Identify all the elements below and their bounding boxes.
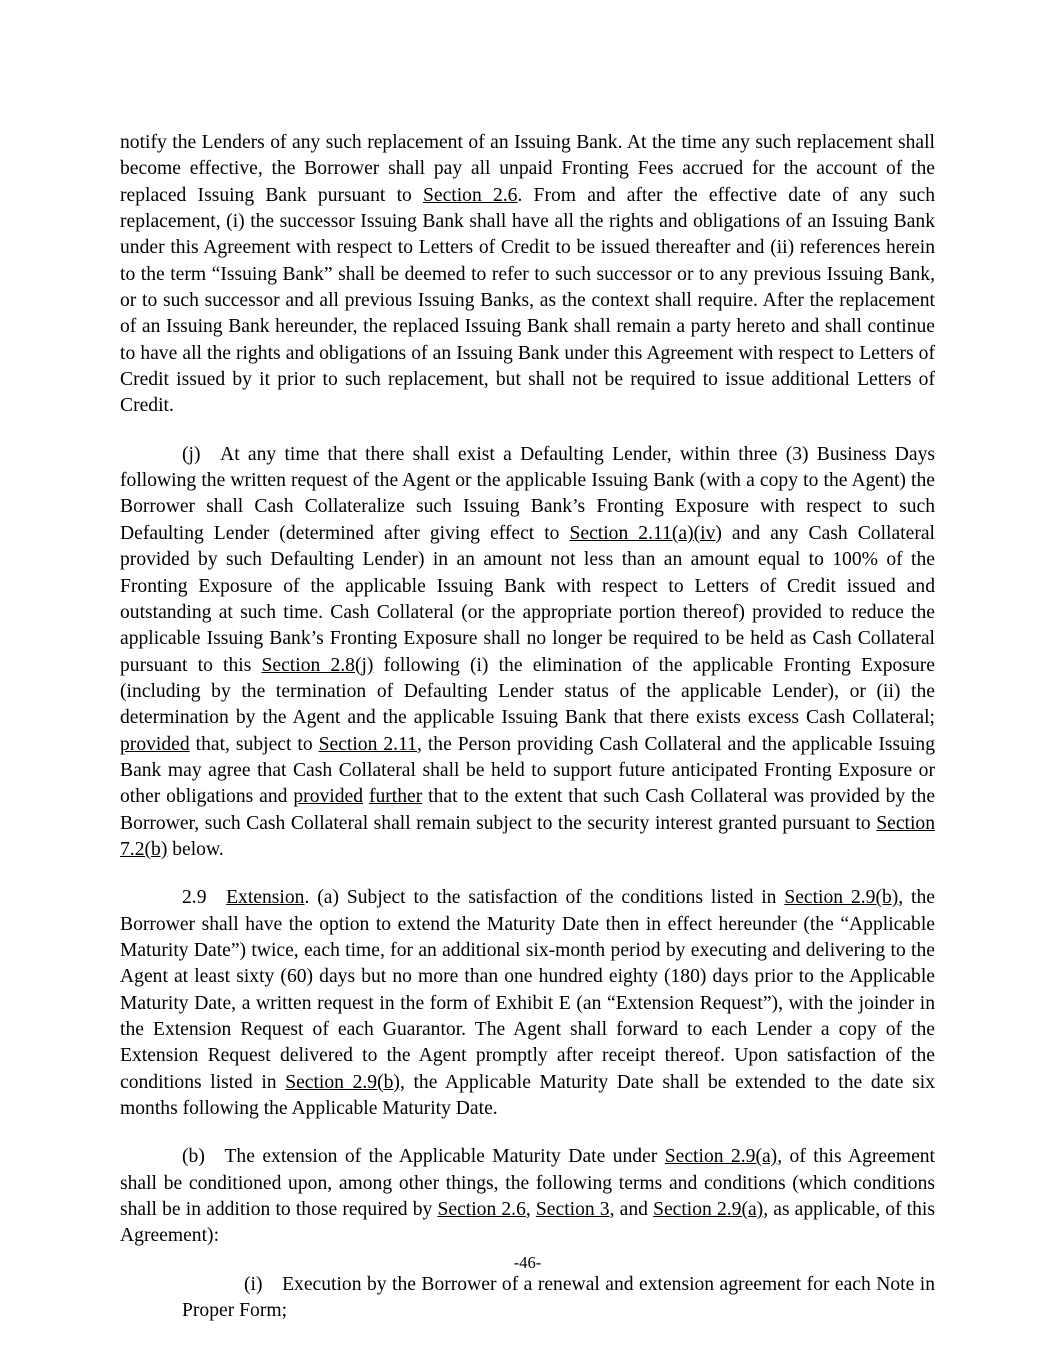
section-reference: Section 2.9(a) xyxy=(653,1199,764,1221)
text-run: that to the extent that such Cash Collateral was provided by the Borrower, such Cash Collateral shall remain subject to the security interest granted pursuant to xyxy=(120,786,936,834)
para-b-extension-conditions xyxy=(120,1144,935,1249)
text-run: below. xyxy=(167,838,224,860)
text-run: that, subject to xyxy=(189,733,319,755)
document-body xyxy=(120,130,935,1324)
text-run: , the Borrower shall have the option to extend the Maturity Date then in effect hereunder (the “Applicable Maturity Date”) twice, each time, for an additional six-month period by executing and delivering to the Agent at least sixty (60) days but no more than one hundred eighty (180) days prior to the Applicable Maturity Date, a written request in the form of Exhibit E (an “Extension Request”), with the joinder in the Extension Request of each Guarantor. The Agent shall forward to each Lender a copy of the Extension Request delivered to the Agent promptly after receipt thereof. Upon satisfaction of the conditions listed in xyxy=(120,887,935,1093)
section-reference: Section 7.2(b) xyxy=(120,812,935,860)
text-run: (j) At any time that there shall exist a Defaulting Lender, within three (3) Business Days following the written request of the Agent or the applicable Issuing Bank (with a copy to the Agent) the Borrower shall Cash Collateralize such Issuing Bank’s Fronting Exposure with respect to such Defaulting Lender (determined after giving effect to xyxy=(120,443,935,544)
text-run: . From and after the effective date of any such replacement, (i) the successor Issuing Bank shall have all the rights and obligations of an Issuing Bank under this Agreement with respect to Letters of Credit to be issued thereafter and (ii) references herein to the term “Issuing Bank” shall be deemed to refer to such successor or to any previous Issuing Bank, or to such successor and all previous Issuing Banks, as the context shall require. After the replacement of an Issuing Bank hereunder, the replaced Issuing Bank shall remain a party hereto and shall continue to have all the rights and obligations of an Issuing Bank under this Agreement with respect to Letters of Credit issued by it prior to such replacement, but shall not be required to issue additional Letters of Credit. xyxy=(120,184,935,417)
section-reference: Section 3 xyxy=(535,1199,610,1221)
section-reference: Extension xyxy=(226,887,305,909)
text-run: , of this Agreement shall be conditioned upon, among other things, the following terms and conditions (which conditions shall be in addition to those required by xyxy=(120,1146,936,1221)
section-reference: provided xyxy=(293,786,364,808)
text-run: and any Cash Collateral provided by such Defaulting Lender) in an amount not less than an amount equal to 100% of the Fronting Exposure of the applicable Issuing Bank with respect to Letters of Credit issued and outstanding at such time. Cash Collateral (or the appropriate portion thereof) provided to reduce the applicable Issuing Bank’s Fronting Exposure shall no longer be required to be held as Cash Collateral pursuant to this xyxy=(120,522,935,676)
text-run: following (i) the elimination of the applicable Fronting Exposure (including by the termination of Defaulting Lender status of the applicable Lender), or (ii) the determination by the Agent and the applicable Issuing Bank that there exists excess Cash Collateral; xyxy=(120,654,935,729)
section-reference: Section 2.6 xyxy=(437,1199,526,1221)
para-j-defaulting-lender xyxy=(120,442,935,864)
section-reference: Section 2.9(b) xyxy=(784,887,899,909)
text-run: notify the Lenders of any such replacement of an Issuing Bank. At the time any such replacement shall become effective, the Borrower shall pay all unpaid Fronting Fees accrued for the account of the replaced Issuing Bank pursuant to xyxy=(120,132,935,206)
section-reference: Section 2.6 xyxy=(423,184,518,206)
section-reference: Section 2.11(a)(iv) xyxy=(569,522,722,544)
text-run: , as applicable, of this Agreement): xyxy=(120,1199,935,1247)
para-2-9-extension xyxy=(120,885,935,1122)
text-run: , the Person providing Cash Collateral and the applicable Issuing Bank may agree that Cash Collateral shall be held to support future anticipated Fronting Exposure or other obligations and xyxy=(120,733,935,808)
section-reference: Section 2.8(j) xyxy=(261,654,374,676)
section-reference: further xyxy=(368,786,423,808)
page-number: -46- xyxy=(513,1253,542,1272)
para-i-execution-renewal xyxy=(120,1272,935,1325)
para-continued-issuing-bank xyxy=(120,130,935,420)
section-reference: Section 2.9(b) xyxy=(285,1071,400,1093)
text-run: 2.9 xyxy=(182,887,227,909)
text-run: , and xyxy=(609,1199,654,1221)
text-run: (i) Execution by the Borrower of a renewal and extension agreement for each Note in Proper Form; xyxy=(182,1273,935,1322)
section-reference: provided xyxy=(120,733,190,755)
text-run: , xyxy=(525,1199,536,1221)
text-run: (b) The extension of the Applicable Maturity Date under xyxy=(182,1146,665,1168)
text-run: . (a) Subject to the satisfaction of the conditions listed in xyxy=(304,887,785,909)
text-run: , the Applicable Maturity Date shall be extended to the date six months following the Applicable Maturity Date. xyxy=(120,1071,935,1120)
section-reference: Section 2.11 xyxy=(318,733,417,755)
section-reference: Section 2.9(a) xyxy=(664,1146,778,1168)
